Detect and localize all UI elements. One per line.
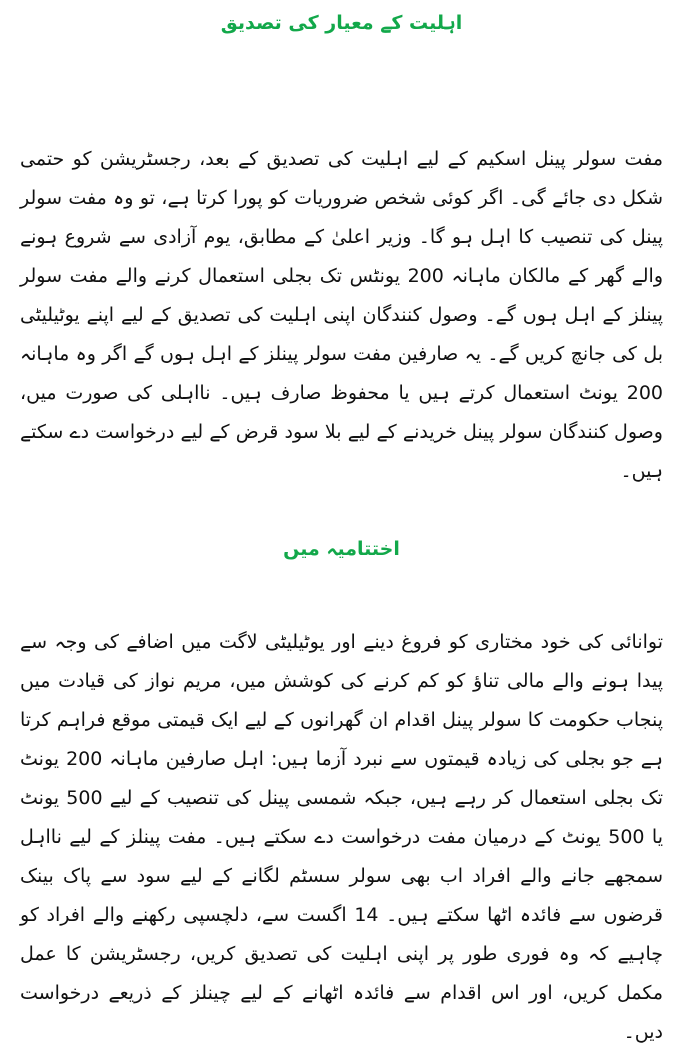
section-heading-eligibility: اہلیت کے معیار کی تصدیق — [220, 12, 463, 34]
eligibility-paragraph: مفت سولر پینل اسکیم کے لیے اہلیت کی تصدیق کے بعد، رجسٹریشن کو حتمی شکل دی جائے گی۔ اگر کوئی شخص ضروریات کو پورا کرتا ہے، تو وہ مفت سولر پینل کی تنصیب کا اہل ہو گا۔ وزیر اعلیٰ کے مطابق، یوم آزادی سے شروع ہونے والے گھر کے مالکان ماہانہ 200 یونٹس تک بجلی استعمال کرنے والے مفت سولر پینلز کے اہل ہوں گے۔ وصول کنندگان اپنی اہلیت کی تصدیق کے لیے اپنے یوٹیلیٹی بل کی جانچ کریں گے۔ یہ صارفین مفت سولر پینلز کے اہل ہوں گے اگر وہ ماہانہ 200 یونٹ استعمال کرتے ہیں یا محفوظ صارف ہیں۔ نااہلی کی صورت میں، وصول کنندگان سولر پینل خریدنے کے لیے بلا سود قرض کے لیے درخواست دے سکتے ہیں۔ — [20, 148, 664, 482]
section-heading-conclusion: اختتامیہ میں — [283, 538, 400, 560]
conclusion-paragraph: توانائی کی خود مختاری کو فروغ دینے اور یوٹیلیٹی لاگت میں اضافے کی وجہ سے پیدا ہونے والے مالی تناؤ کو کم کرنے کی کوشش میں، مریم نواز کی قیادت میں پنجاب حکومت کا سولر پینل اقدام ان گھرانوں کے لیے ایک قیمتی موقع فراہم کرتا ہے جو بجلی کی زیادہ قیمتوں سے نبرد آزما ہیں: اہل صارفین ماہانہ 200 یونٹ تک بجلی استعمال کر رہے ہیں، جبکہ شمسی پینل کی تنصیب کے لیے 500 یونٹ یا 500 یونٹ کے درمیان مفت درخواست دے سکتے ہیں۔ مفت پینلز کے لیے نااہل سمجھے جانے والے افراد اب بھی سولر سسٹم لگانے کے لیے سود سے پاک بینک قرضوں سے فائدہ اٹھا سکتے ہیں۔ 14 اگست سے، دلچسپی رکھنے والے افراد کو چاہیے کہ وہ فوری طور پر اپنی اہلیت کی تصدیق کریں، رجسٹریشن کا عمل مکمل کریں، اور اس اقدام سے فائدہ اٹھانے کے لیے چینلز کے ذریعے درخواست دیں۔ — [20, 631, 664, 1043]
